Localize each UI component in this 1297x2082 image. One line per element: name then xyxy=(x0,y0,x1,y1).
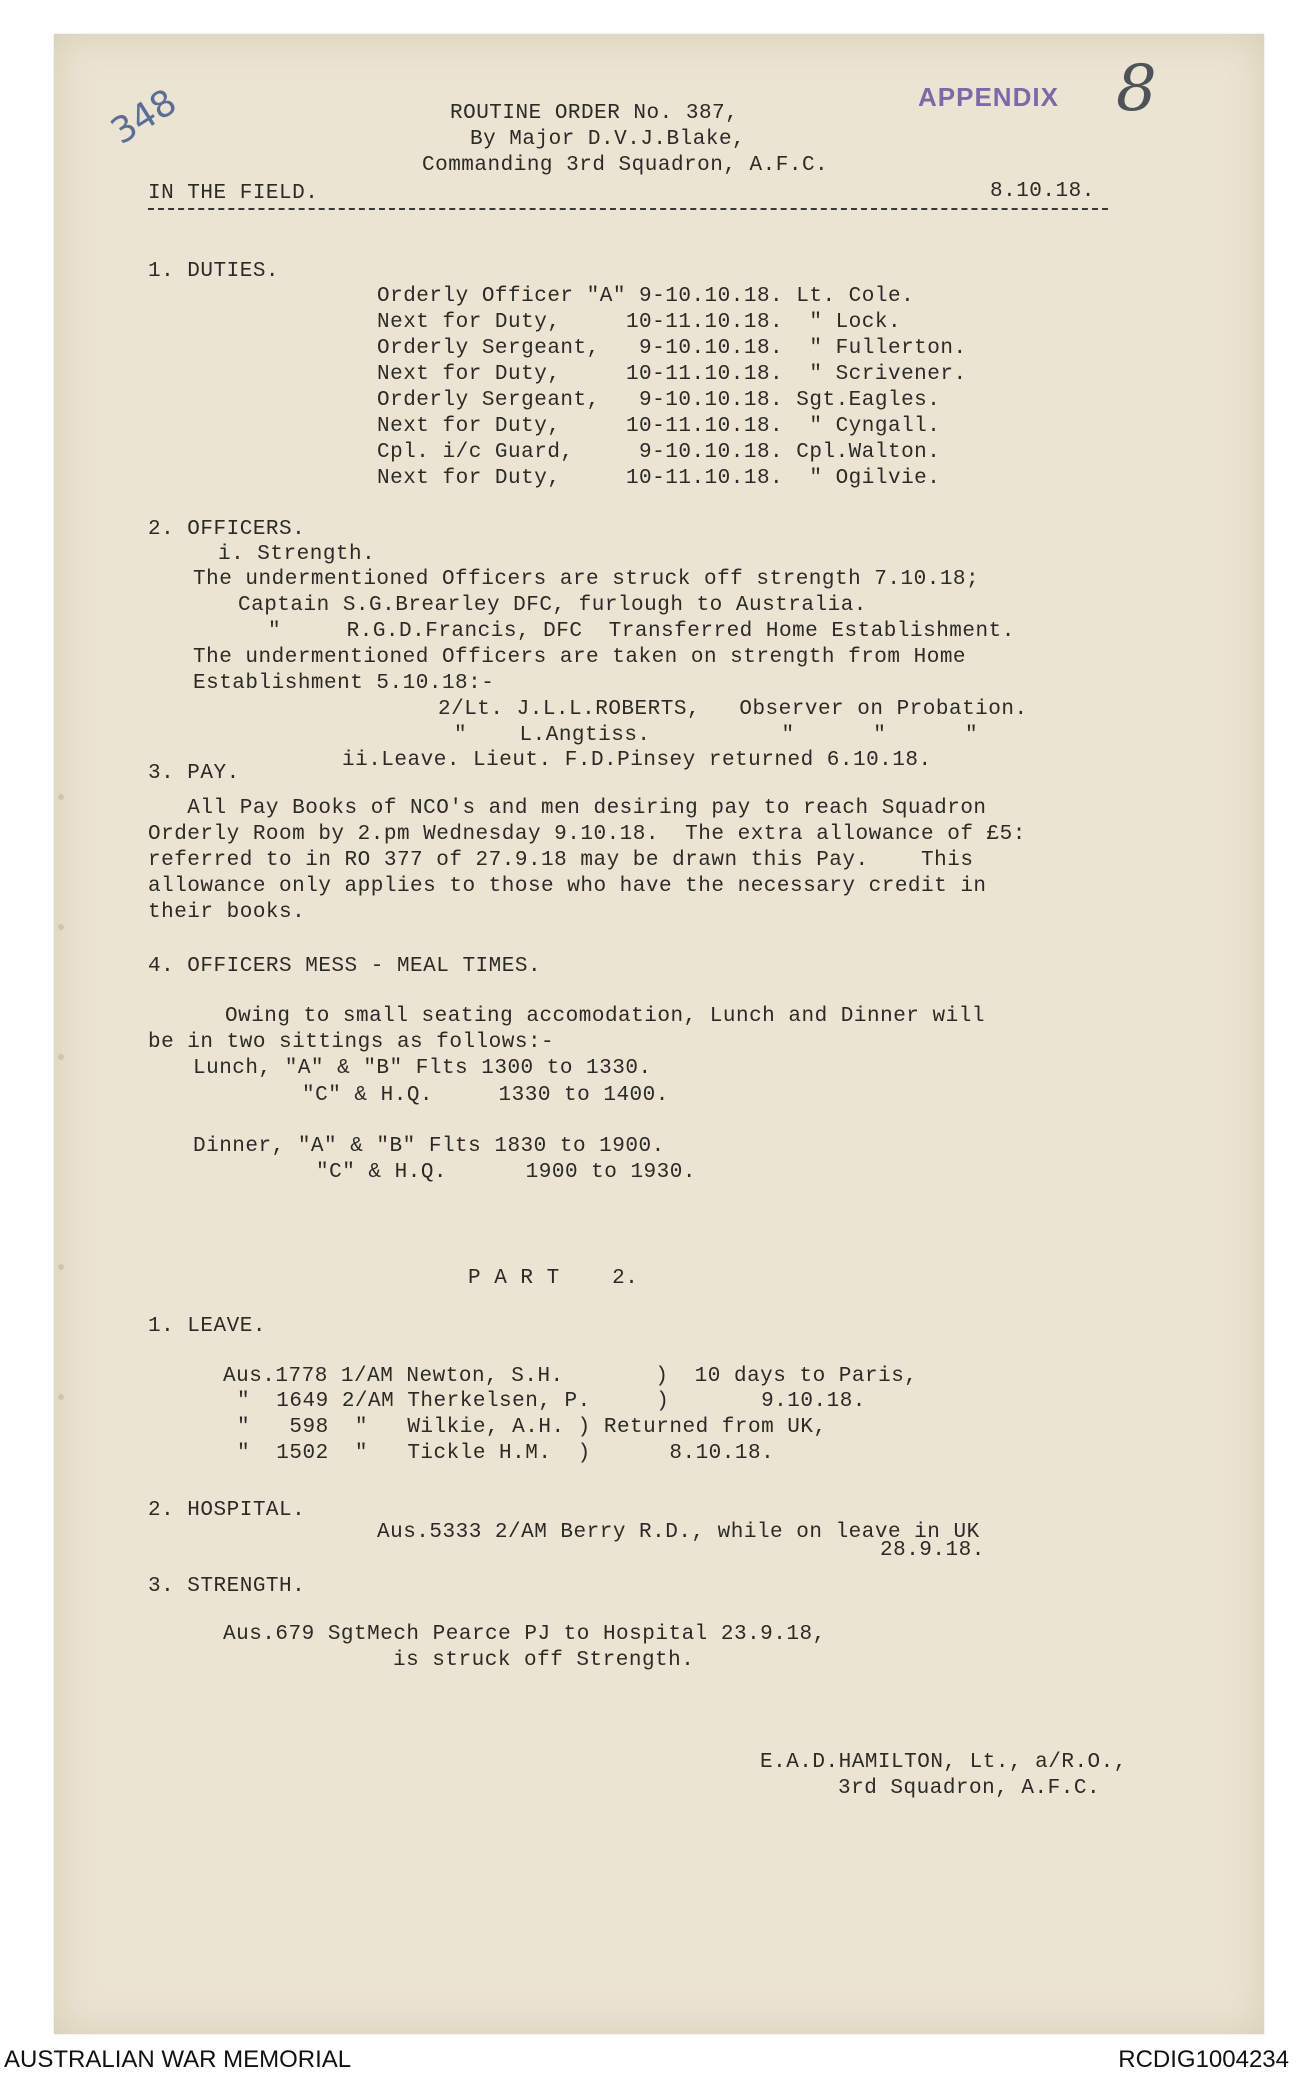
duty-row: Cpl. i/c Guard, 9-10.10.18. Cpl.Walton. xyxy=(377,441,941,464)
leave-row: " 598 " Wilkie, A.H. ) Returned from UK, xyxy=(237,1416,827,1439)
duty-row: Orderly Sergeant, 9-10.10.18. " Fullerton. xyxy=(377,337,967,360)
pay-line: referred to in RO 377 of 27.9.18 may be drawn this Pay. This xyxy=(148,849,974,872)
footer-catalogue-id: RCDIG1004234 xyxy=(1118,2046,1289,2073)
order-commanding: Commanding 3rd Squadron, A.F.C. xyxy=(422,154,829,177)
order-title: ROUTINE ORDER No. 387, xyxy=(450,102,739,125)
pay-line: Orderly Room by 2.pm Wednesday 9.10.18. The extra allowance of £5: xyxy=(148,823,1026,846)
pay-line: All Pay Books of NCO's and men desiring pay to reach Squadron xyxy=(148,797,987,820)
mess-intro: Owing to small seating accomodation, Lunch and Dinner will xyxy=(225,1005,985,1028)
hospital-heading: 2. HOSPITAL. xyxy=(148,1499,306,1522)
part2-heading: P A R T 2. xyxy=(468,1267,639,1290)
mess-dinner-row: Dinner, "A" & "B" Flts 1830 to 1900. xyxy=(193,1135,665,1158)
officers-leave-line: ii.Leave. Lieut. F.D.Pinsey returned 6.10.18. xyxy=(342,749,932,772)
officers-struck-off-row: " R.G.D.Francis, DFC Transferred Home Establishment. xyxy=(268,620,1015,643)
pencil-page-number: 8 xyxy=(1116,52,1157,126)
pay-line: their books. xyxy=(148,901,306,924)
header-rule xyxy=(148,208,1108,210)
hospital-line: Aus.5333 2/AM Berry R.D., while on leave in UK xyxy=(377,1521,980,1544)
officers-struck-off-intro: The undermentioned Officers are struck off strength 7.10.18; xyxy=(193,568,980,591)
duty-row: Next for Duty, 10-11.10.18. " Lock. xyxy=(377,311,902,334)
officers-taken-on-row: 2/Lt. J.L.L.ROBERTS, Observer on Probation. xyxy=(438,698,1028,721)
mess-lunch-row: Lunch, "A" & "B" Flts 1300 to 1330. xyxy=(193,1057,652,1080)
leave-row: " 1649 2/AM Therkelsen, P. ) 9.10.18. xyxy=(237,1390,866,1413)
order-date: 8.10.18. xyxy=(990,180,1095,203)
duties-heading: 1. DUTIES. xyxy=(148,260,280,283)
duty-row: Next for Duty, 10-11.10.18. " Scrivener. xyxy=(377,363,967,386)
pay-heading: 3. PAY. xyxy=(148,762,240,785)
leave-row: Aus.1778 1/AM Newton, S.H. ) 10 days to Paris, xyxy=(223,1365,918,1388)
officers-taken-on-intro: The undermentioned Officers are taken on strength from Home xyxy=(193,646,967,669)
mess-heading: 4. OFFICERS MESS - MEAL TIMES. xyxy=(148,955,542,978)
hospital-date: 28.9.18. xyxy=(880,1539,985,1562)
signature-unit: 3rd Squadron, A.F.C. xyxy=(838,1777,1101,1800)
leave-heading: 1. LEAVE. xyxy=(148,1315,266,1338)
footer-source: AUSTRALIAN WAR MEMORIAL xyxy=(4,2046,352,2073)
duty-row: Next for Duty, 10-11.10.18. " Ogilvie. xyxy=(377,467,941,490)
duty-row: Orderly Officer "A" 9-10.10.18. Lt. Cole. xyxy=(377,285,915,308)
officers-strength-subheading: i. Strength. xyxy=(218,543,376,566)
signature-name: E.A.D.HAMILTON, Lt., a/R.O., xyxy=(760,1751,1127,1774)
mess-dinner-row: "C" & H.Q. 1900 to 1930. xyxy=(316,1161,696,1184)
leave-row: " 1502 " Tickle H.M. ) 8.10.18. xyxy=(237,1442,775,1465)
pay-line: allowance only applies to those who have the necessary credit in xyxy=(148,875,987,898)
officers-taken-on-row: " L.Angtiss. " " " xyxy=(454,724,979,747)
order-location: IN THE FIELD. xyxy=(148,182,319,205)
officers-taken-on-intro: Establishment 5.10.18:- xyxy=(193,672,495,695)
duty-row: Orderly Sergeant, 9-10.10.18. Sgt.Eagles. xyxy=(377,389,941,412)
strength-line: Aus.679 SgtMech Pearce PJ to Hospital 23.9.18, xyxy=(223,1623,826,1646)
appendix-stamp: APPENDIX xyxy=(918,82,1059,112)
strength-heading: 3. STRENGTH. xyxy=(148,1575,306,1598)
officers-heading: 2. OFFICERS. xyxy=(148,518,306,541)
mess-lunch-row: "C" & H.Q. 1330 to 1400. xyxy=(302,1084,669,1107)
officers-struck-off-row: Captain S.G.Brearley DFC, furlough to Australia. xyxy=(238,594,867,617)
strength-line: is struck off Strength. xyxy=(393,1649,695,1672)
duty-row: Next for Duty, 10-11.10.18. " Cyngall. xyxy=(377,415,941,438)
order-by-line: By Major D.V.J.Blake, xyxy=(470,128,746,151)
pencil-folio-number: 348 xyxy=(104,81,185,153)
mess-intro: be in two sittings as follows:- xyxy=(148,1031,555,1054)
